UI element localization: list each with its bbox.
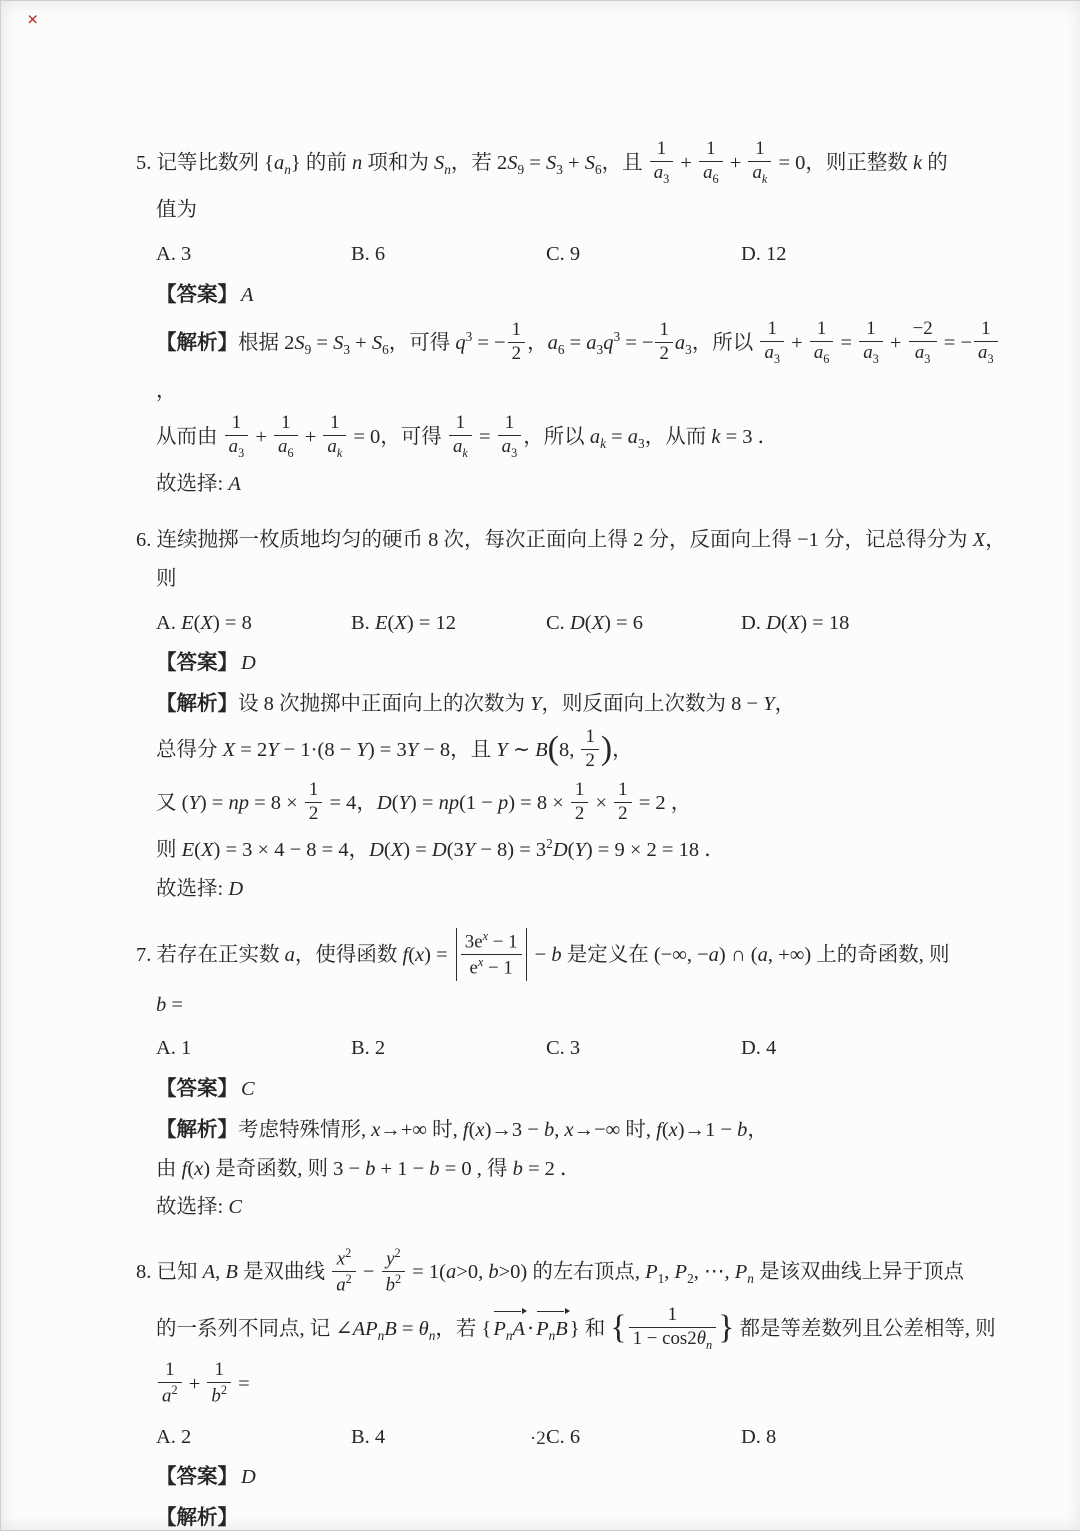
- question-6-stem: [136, 525, 1006, 596]
- option-b: B. 2: [351, 1037, 386, 1060]
- question-6-analysis: [156, 689, 981, 906]
- question-6-options: [156, 608, 981, 640]
- answer-line: [156, 1074, 981, 1106]
- stem-line: 则: [156, 567, 177, 590]
- stem-line: 值为: [156, 199, 197, 222]
- analysis-line: 【解析】考虑特殊情形, x→+∞ 时, f(x)→3 − b, x→−∞ 时, f(x)→1 − b，: [156, 1118, 768, 1141]
- option-b: B. E(X) = 12: [351, 611, 456, 634]
- stem-line: 的一系列不同点, 记 $\angle AP_nB = \theta_n$，若 $\{P_nA\cdot P_nB\}$ 和 { $\frac{1}{1 - \cos 2\theta_n}$ } 都是等差数列且公差相等, 则: [156, 1304, 996, 1352]
- page-content: [1, 1, 1080, 1531]
- option-d: D. 12: [741, 242, 787, 265]
- answer-label: 【答案】: [156, 283, 238, 306]
- question-7-options: [156, 1033, 981, 1065]
- stem-line: 7. 若存在正实数 a，使得函数 f(x) = $\frac{3e^x - 1}{e^x - 1}$ − b 是定义在 (−∞, −a) ∩ (a, +∞) 上的奇函数, 则: [136, 930, 981, 983]
- question-6: [136, 525, 1006, 906]
- answer-value: D: [241, 652, 256, 675]
- option-d: D. 8: [741, 1425, 777, 1448]
- answer-line: [156, 280, 981, 312]
- analysis-line: 从而由 $\frac{1}{a_3}$ + $\frac{1}{a_6}$ + $\frac{1}{a_k}$ = 0，可得 $\frac{1}{a_k}$ = $\frac{1}{a_3}$ ，所以 $a_k = a_3$，从而 k = 3 ．: [156, 412, 779, 460]
- stem-line: 5. 记等比数列 $\{a_n\}$ 的前 n 项和为 $S_n$，若 $2S_9 = S_3 + S_6$，且 $\frac{1}{a_3}$ + $\frac{1}{a_6}$ + $\frac{1}{a_k}$ = 0，则正整数 k 的: [136, 138, 948, 186]
- question-8-stem: [136, 1246, 996, 1409]
- option-b: B. 6: [351, 242, 386, 265]
- option-c: C. 3: [546, 1037, 581, 1060]
- analysis-line: 则 E(X) = 3 × 4 − 8 = 4，$D(X) = D(3Y - 8) = 3^2D(Y) = 9 \times 2 = 18$ ．: [156, 836, 725, 862]
- question-5-options: [156, 239, 981, 271]
- option-a: A. 2: [156, 1425, 192, 1448]
- stem-line: $\frac{1}{a^2}$ + $\frac{1}{b^2}$ =: [156, 1361, 981, 1410]
- analysis-line: 故选择: A: [156, 473, 241, 496]
- answer-value: C: [241, 1078, 255, 1101]
- question-7-analysis: [156, 1115, 981, 1224]
- option-d: D. 4: [741, 1037, 777, 1060]
- answer-label: 【答案】: [156, 652, 238, 675]
- analysis-line: ，: [156, 379, 177, 402]
- stem-line: b =: [156, 993, 183, 1016]
- question-7-stem: [136, 928, 981, 1022]
- answer-label: 【答案】: [156, 1466, 238, 1489]
- answer-label: 【答案】: [156, 1078, 238, 1101]
- option-b: B. 4: [351, 1425, 386, 1448]
- answer-line: [156, 648, 981, 680]
- analysis-line: 由 f(x) 是奇函数, 则 3 − b + 1 − b = 0 , 得 b = 2 ．: [156, 1157, 581, 1180]
- red-cross-mark: ×: [27, 9, 39, 31]
- option-c: C. 6: [546, 1425, 581, 1448]
- option-d: D. D(X) = 18: [741, 611, 850, 634]
- question-5-stem: [136, 138, 981, 227]
- option-c: C. D(X) = 6: [546, 611, 643, 634]
- analysis-line: 又 (Y) = np = 8 × $\frac{1}{2}$ = 4，D(Y) = np(1 − p) = 8 × $\frac{1}{2}$ × $\frac{1}{2}$ = 2 ，: [156, 779, 692, 824]
- question-7: [136, 928, 981, 1224]
- analysis-line: 总得分 X = 2Y − 1·(8 − Y) = 3Y − 8，且 Y ∼ B(8, $\frac{1}{2}$ )，: [156, 725, 633, 771]
- answer-line: [156, 1462, 981, 1494]
- question-5: [136, 138, 994, 501]
- option-a: A. 3: [156, 242, 192, 265]
- answer-value: A: [241, 283, 254, 306]
- analysis-line: 【解析】: [156, 1507, 238, 1530]
- analysis-line: 故选择: C: [156, 1196, 243, 1219]
- stem-line: 8. 已知 A, B 是双曲线 $\frac{x^2}{a^2}$ − $\frac{y^2}{b^2}$ = 1(a>0, b>0) 的左右顶点, $P_1$, $P_2$, ⋯, $P_n$ 是该双曲线上异于顶点: [136, 1246, 965, 1296]
- page-number: ·2·: [529, 1428, 553, 1449]
- answer-value: D: [241, 1466, 256, 1489]
- question-8-analysis: [156, 1503, 981, 1531]
- option-c: C. 9: [546, 242, 581, 265]
- analysis-line: 故选择: D: [156, 878, 244, 901]
- analysis-line: 【解析】根据 $2S_9 = S_3 + S_6$，可得 $q^3$ = − $\frac{1}{2}$ ，$a_6 = a_3q^3$ = − $\frac{1}{2}$ $a_3$，所以 $\frac{1}{a_3}$ + $\frac{1}{a_6}$ = $\frac{1}{a_3}$ + $\frac{-2}{a_3}$ = − $\frac{1}{a_3}$: [156, 320, 981, 368]
- question-8: [136, 1246, 996, 1531]
- question-5-analysis: [156, 318, 994, 501]
- option-a: A. 1: [156, 1037, 192, 1060]
- analysis-line: 【解析】设 8 次抛掷中正面向上的次数为 Y，则反面向上次数为 8 − Y，: [156, 693, 796, 716]
- option-a: A. E(X) = 8: [156, 611, 252, 634]
- stem-line: 6. 连续抛掷一枚质地均匀的硬币 8 次，每次正面向上得 2 分，反面向上得 −1 分，记总得分为 X，: [136, 529, 1006, 552]
